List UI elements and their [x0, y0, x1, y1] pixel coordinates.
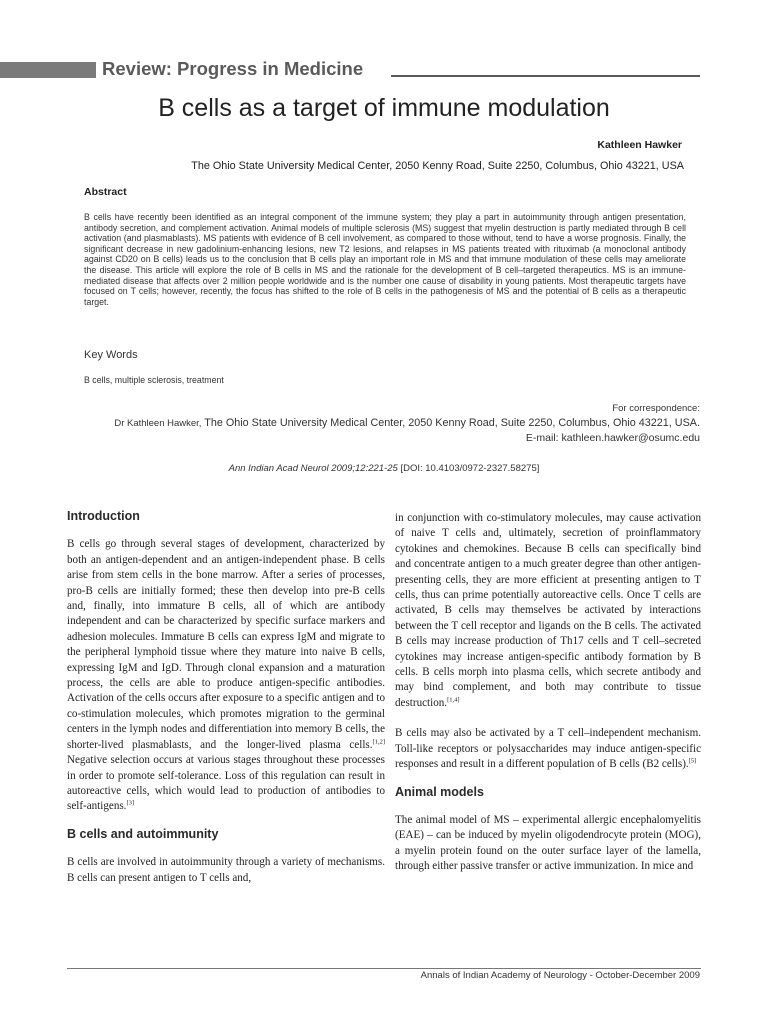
abstract-heading: Abstract	[84, 186, 127, 198]
footer-rule	[67, 968, 701, 969]
right-paragraph-2-text: B cells may also be activated by a T cell–independent mechanism. Toll-like receptors or polysaccharides may induce antigen-specific responses and result in a different population of B cells (B2 cells).	[395, 727, 701, 771]
introduction-text: B cells go through several stages of development, characterized by both an antigen-dependent and an antigen-independent phase. B cells arise from stem cells in the bone marrow. After a series of processes, pro-B cells are initially formed; these then develop into pre-B cells and, finally, into immature B cells, all of which are antibody independent and can be characterized by specific surface markers and adhesion molecules. Immature B cells can express IgM and migrate to the peripheral lymphoid tissue where they mature into naive B cells, expressing IgM and IgD. Through clonal expansion and a maturation process, the cells are able to produce antigen-specific antibodies. Activation of the cells occurs after exposure to a specific antigen and to co-stimulation molecules, which promotes migration to the germinal centers in the lymph nodes and differentiation into memory B cells, the shorter-lived plasmablasts, and the longer-lived plasma cells.	[67, 538, 385, 751]
animal-models-paragraph: The animal model of MS – experimental allergic encephalomyelitis (EAE) – can be induced by myelin oligodendrocyte protein (MOG), a myelin protein found on the outer surface layer of the lamella, through either passive transfer or active immunization. In mice and	[395, 813, 701, 873]
keywords-heading: Key Words	[84, 349, 138, 361]
right-paragraph-2	[395, 726, 701, 772]
abstract-text: B cells have recently been identified as an integral component of the immune system; they play a part in autoimmunity through antigen presentation, antibody secretion, and complement activation. Animal models of multiple sclerosis (MS) suggest that myelin destruction is partly mediated through B cell activation (and plasmablasts). MS patients with evidence of B cell involvement, as compared to those without, tend to have a worse prognosis. Finally, the significant decrease in new gadolinium-enhancing lesions, new T2 lesions, and relapses in MS patients treated with rituximab (a monoclonal antibody against CD20 on B cells) leads us to the conclusion that B cells play an important role in MS and that immune modulation of these cells may ameliorate the disease. This article will explore the role of B cells in MS and the rationale for the development of B cell–targeted therapeutics. MS is an immune-mediated disease that affects over 2 million people worldwide and is the number one cause of disability in young patients. Most therapeutic targets have focused on T cells; however, recently, the focus has shifted to the role of B cells in the pathogenesis of MS and the potential of B cells as a therapeutic target.	[84, 212, 686, 307]
correspondence-heading: For correspondence:	[612, 403, 700, 414]
animal-models-heading: Animal models	[395, 784, 484, 799]
citation-line	[0, 463, 768, 474]
correspondence-address-line	[114, 417, 700, 429]
introduction-paragraph	[67, 537, 385, 814]
citation-ref: [5]	[688, 757, 697, 765]
footer-journal-issue: Annals of Indian Academy of Neurology - October-December 2009	[420, 970, 700, 981]
citation-ref: [1,2]	[372, 738, 385, 745]
b-cells-autoimmunity-heading: B cells and autoimmunity	[67, 826, 219, 841]
citation-ref: [3]	[126, 799, 135, 807]
correspondence-address: The Ohio State University Medical Center, 2050 Kenny Road, Suite 2250, Columbus, Ohio 43221, USA.	[201, 417, 700, 429]
citation-doi: [DOI: 10.4103/0972-2327.58275]	[397, 463, 540, 474]
body-column-right	[395, 511, 701, 875]
keywords-text: B cells, multiple sclerosis, treatment	[84, 375, 224, 385]
citation-ref: [1,4]	[447, 696, 460, 704]
author-name: Kathleen Hawker	[597, 139, 682, 151]
introduction-heading: Introduction	[67, 509, 140, 523]
article-title: B cells as a target of immune modulation	[158, 94, 610, 122]
correspondence-email: E-mail: kathleen.hawker@osumc.edu	[525, 432, 700, 444]
header-band-rule	[391, 75, 700, 77]
author-affiliation: The Ohio State University Medical Center, 2050 Kenny Road, Suite 2250, Columbus, Ohio 43221, USA	[191, 160, 684, 172]
section-label: Review: Progress in Medicine	[102, 58, 364, 79]
introduction-text-2: Negative selection occurs at various stages throughout these processes in order to promote self-tolerance. Loss of this regulation can result in autoreactive cells, which would lead to production of antibodies to self-antigens.	[67, 754, 385, 813]
citation-journal: Ann Indian Acad Neurol 2009;12:221-25	[228, 463, 398, 474]
correspondence-name: Dr Kathleen Hawker,	[114, 418, 202, 429]
header-band-left	[0, 62, 96, 78]
right-paragraph-1	[395, 511, 701, 711]
body-column-left	[67, 509, 385, 886]
right-paragraph-1-text: in conjunction with co-stimulatory molecules, may cause activation of naive T cells and, ultimately, secretion of proinflammatory cytokines and chemokines. Because B cells can specifically bind and concentrate antigen to a much greater degree than other antigen-presenting cells, they are more efficient at presenting antigen to T cells, thus can prime potentially autoreactive cells. Once T cells are activated, B cells may themselves be activated by interactions between the T cell receptor and ligands on the B cells. The activated B cells may increase production of Th17 cells and T cell–secreted cytokines may increase antigen-specific antibody formation by B cells. B cells morph into plasma cells, which secrete antibody and may bind complement, and both may contribute to tissue destruction.	[395, 512, 701, 709]
b-cells-autoimmunity-paragraph: B cells are involved in autoimmunity through a variety of mechanisms. B cells can present antigen to T cells and,	[67, 856, 385, 884]
